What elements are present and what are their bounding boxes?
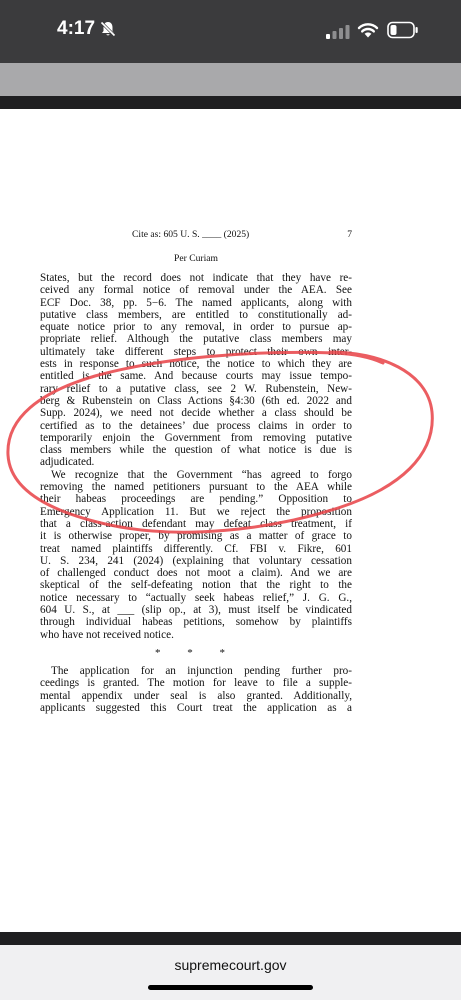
text-line: Emergency Application 11. But we reject the proposition	[40, 505, 352, 518]
text-line: mental appendix under seal is also granted. Additionally,	[40, 689, 352, 702]
citation: Cite as: 605 U. S. ____ (2025)	[132, 229, 250, 240]
text-line: that a class-action defendant may defeat class treatment, if	[40, 517, 352, 530]
text-line: ceived any formal notice of removal under the AEA. See	[40, 284, 352, 297]
text-line: adjudicated.	[40, 456, 95, 469]
section-heading: Per Curiam	[174, 253, 218, 264]
section-separator: * * *	[155, 646, 237, 659]
text-line: temporarily enjoin the Government from removing putative	[40, 431, 352, 444]
text-line: ests in response to such notice, the notice to which they are	[40, 358, 352, 371]
status-time	[57, 18, 117, 40]
text-line: U. S. 234, 241 (2024) (explaining that voluntary cessation	[40, 554, 352, 567]
page-edge-top	[0, 96, 461, 109]
text-line: class members while the question of what notice is due is	[40, 444, 352, 457]
text-line: equate notice prior to any removal, in order to pursue ap-	[40, 321, 352, 334]
text-line: skeptical of the self-defeating notion that the right to the	[40, 579, 352, 592]
text-line: of challenged conduct does not moot a claim). And we are	[40, 567, 352, 580]
url-text[interactable]: supremecourt.gov	[174, 957, 287, 973]
text-line: through individual habeas petitions, somehow by plaintiffs	[40, 616, 352, 629]
viewer-toolbar-band	[0, 63, 461, 96]
text-line: certified as to the detainees’ due process claims in order to	[40, 419, 352, 432]
text-line: treat named plaintiffs differently. Cf. FBI v. Fikre, 601	[40, 542, 352, 555]
status-bar	[0, 0, 461, 63]
text-line: 604 U. S., at ___ (slip op., at 3), must itself be vindicated	[40, 604, 352, 617]
wifi-icon	[357, 21, 379, 39]
text-line: ceedings is granted. The motion for leave to file a supple-	[40, 677, 352, 690]
silent-bell-icon	[99, 20, 117, 38]
opinion-text	[40, 272, 352, 714]
battery-icon	[387, 21, 419, 39]
text-line: rary relief to a putative class, see 2 W. Rubenstein, New-	[40, 382, 352, 395]
text-line: removing the named petitioners pursuant to the AEA while	[40, 481, 352, 494]
home-indicator[interactable]	[148, 985, 313, 990]
text-line: States, but the record does not indicate that they have re-	[40, 272, 352, 284]
page-edge-bottom	[0, 932, 461, 945]
cellular-signal-icon	[326, 25, 350, 39]
text-line: who have not received notice.	[40, 628, 174, 641]
page-number: 7	[347, 229, 352, 240]
text-line: their habeas proceedings are pending.” Opposition to	[40, 493, 352, 506]
text-line: putative class members, are entitled to constitutionally ad-	[40, 308, 352, 321]
text-line: entitled is the same. And because courts may issue tempo-	[40, 370, 352, 383]
text-line: it is otherwise proper, by promising as a matter of grace to	[40, 530, 352, 543]
running-head	[40, 229, 352, 243]
text-line: ECF Doc. 38, pp. 5−6. The named applicants, along with	[40, 296, 352, 309]
text-line: The application for an injunction pending further pro-	[51, 664, 352, 677]
text-line: Supp. 2024), we need not decide whether a class should be	[40, 407, 352, 420]
text-line: berg & Rubenstein on Class Actions §4:30 (6th ed. 2022 and	[40, 394, 352, 407]
text-line: propriate relief. Although the putative class members may	[40, 333, 352, 346]
text-line: ultimately take different steps to protect their own inter-	[40, 345, 352, 358]
text-line: applicants suggested this Court treat the application as a	[40, 701, 352, 714]
text-line: We recognize that the Government “has agreed to forgo	[51, 468, 352, 481]
clock-text: 4:17	[57, 18, 96, 39]
text-line: notice necessary to “actually seek habeas relief,” J. G. G.,	[40, 591, 352, 604]
